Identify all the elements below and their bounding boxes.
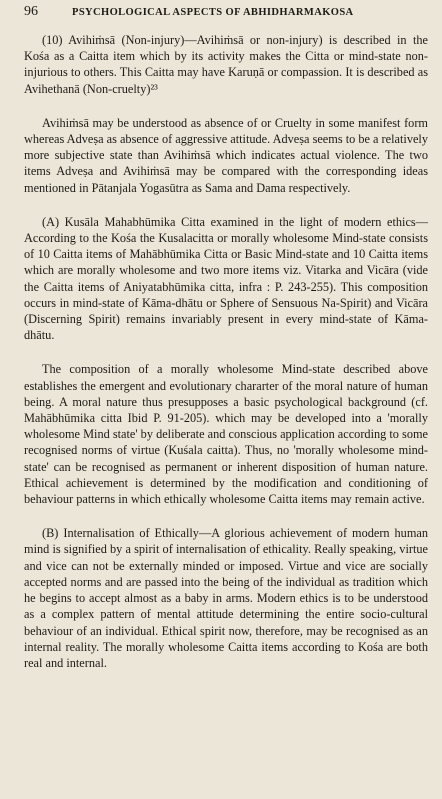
section-kusala	[24, 214, 428, 507]
paragraph: (10) Avihiṁsā (Non-injury)—Avihiṁsā or non-injury) is described in the Kośa as a Caitta item which by its activity makes the Citta or mind-state non-injurious to others. This Caitta may have Karuṇā or compassion. It is described as Avihethanā (Non-cruelty)²³	[24, 33, 428, 96]
running-title: PSYCHOLOGICAL ASPECTS OF ABHIDHARMAKOSA	[72, 7, 354, 18]
paragraph: Avihiṁsā may be understood as absence of or Cruelty in some manifest form whereas Adveṣa as absence of aggressive attitude. Adveṣa seems to be a relatively more subjective state than Avihiṁsā which indicates actual violence. The two items Adveṣa and Avihiṁsā may be compared with the corresponding ideas mentioned in Pātanjala Yogasūtra as Sama and Dama respectively.	[24, 115, 428, 195]
paragraph: (B) Internalisation of Ethically—A glorious achievement of modern human mind is signified by a spirit of internalisation of ethicality. Really speaking, virtue and vice can not be externally minded or imposed. Virtue and vice are socially accepted norms and are passed into the being of the individual as tradition which he begins to accept almost as a baby in arms. Modern ethics is to be understood as a complex pattern of mental attitude determining the entire socio-cultural behaviour of an individual. Ethical spirit now, therefore, may be recognised as an internal reality. The morally wholesome Caitta items according to Kośa are both real and internal.	[24, 526, 428, 670]
section-avihimsa	[24, 32, 428, 196]
paragraph: (A) Kusāla Mahabhūmika Citta examined in the light of modern ethics—According to the Kośa the Kusalacitta or morally wholesome Mind-state consists of 10 Caitta items of Mahābhūmika Citta or Basic Mind-state and 10 Caitta items which are morally wholesome and two more items viz. Vitarka and Vicāra (vide the Caitta items of Aniyatabhūmika citta, infra : P. 243-255). This composition occurs in mind-state of Kāma-dhātu or Sphere of Sensuous Na-Spirit) and Vicāra (Discerning Spirit) remains invariably present in every mind-state of Kāma-dhātu.	[24, 214, 428, 343]
paragraph: The composition of a morally wholesome Mind-state described above establishes the emergent and evolutionary chararter of the moral nature of human being. A moral nature thus presupposes a basic psychological background (cf. Mahābhūmika citta Ibid P. 91-205). which may be developed into a 'morally wholesome Mind state' by deliberate and conscious application according to some recognised norms of virtue (Kuśala caitta). Thus, no 'morally wholesome mind-state' can be recognised as permanent or inherent disposition of human nature. Ethical achievement is determined by the modification and conditioning of behaviour patterns in which ethically wholesome Caitta items may remain active.	[24, 362, 428, 507]
page-header	[24, 4, 428, 26]
section-internalisation	[24, 525, 428, 671]
page-number: 96	[24, 4, 38, 19]
